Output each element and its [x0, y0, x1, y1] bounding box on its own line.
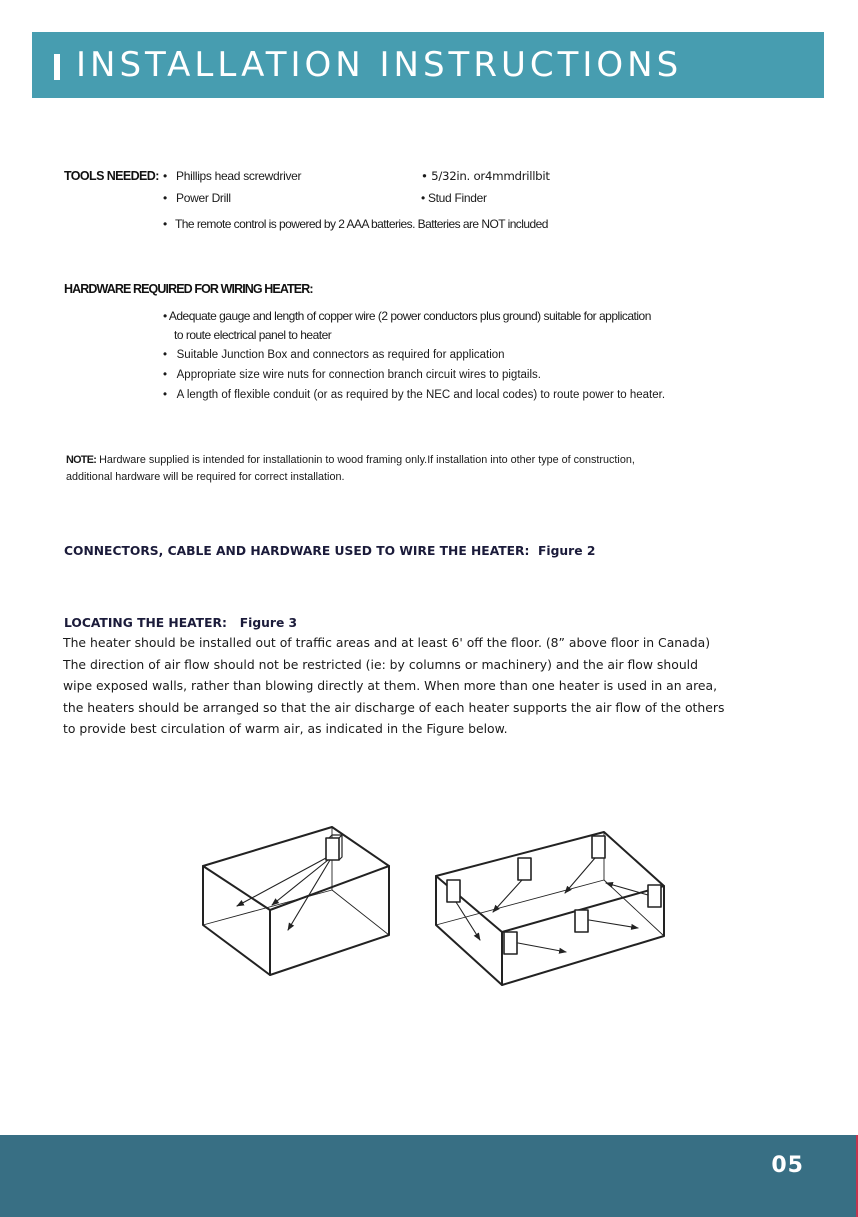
single-heater-room: [203, 827, 389, 975]
heater-icon: [648, 885, 661, 907]
hardware-item: • A length of flexible conduit (or as required by the NEC and local codes) to route power to heater.: [163, 389, 666, 401]
paragraph-line: The direction of air flow should not be restricted (ie: by columns or machinery) and the air flow should: [63, 656, 698, 672]
tool-power-drill: Power Drill: [176, 191, 231, 205]
tools-label: TOOLS NEEDED:: [64, 169, 159, 183]
tool-drill-bit: 5/32in. or4mmdrillbit: [431, 169, 550, 183]
tool-item: • 5/32in. or4mmdrillbit: [421, 169, 550, 183]
hardware-heading: HARDWARE REQUIRED FOR WIRING HEATER:: [64, 282, 313, 296]
heater-icon: [447, 880, 460, 902]
tool-item: • Power Drill: [163, 191, 231, 205]
paragraph-line: wipe exposed walls, rather than blowing directly at them. When more than one heater is used in an area,: [63, 678, 718, 693]
tool-screwdriver: Phillips head screwdriver: [176, 169, 302, 183]
connectors-heading: CONNECTORS, CABLE AND HARDWARE USED TO WIRE THE HEATER: Figure 2: [64, 544, 596, 558]
hardware-item-continued: to route electrical panel to heater: [174, 328, 332, 342]
page-footer: [0, 1135, 856, 1217]
page-title: INSTALLATION INSTRUCTIONS: [76, 45, 683, 85]
hardware-item: • Adequate gauge and length of copper wire (2 power conductors plus ground) suitable for application: [163, 309, 651, 323]
page-header: [32, 32, 824, 98]
locating-paragraph: [63, 632, 724, 740]
heater-placement-figure: [190, 820, 680, 995]
tool-stud-finder: Stud Finder: [427, 191, 487, 205]
battery-note: • The remote control is powered by 2 AAA batteries. Batteries are NOT included: [163, 217, 548, 231]
locating-heading: LOCATING THE HEATER: Figure 3: [64, 616, 298, 630]
paragraph-line: to provide best circulation of warm air, as indicated in the Figure below.: [63, 721, 508, 736]
hardware-item: • Suitable Junction Box and connectors as required for application: [163, 349, 505, 361]
header-accent-bar: [54, 54, 60, 80]
note-label: NOTE:: [66, 454, 97, 466]
multi-heater-room: [436, 832, 664, 985]
heater-icon: [518, 858, 531, 880]
page-number: 05: [771, 1153, 804, 1178]
note-line: additional hardware will be required for correct installation.: [66, 471, 345, 483]
heater-icon: [592, 836, 605, 858]
heater-icon: [326, 838, 339, 860]
paragraph-line: the heaters should be arranged so that the air discharge of each heater supports the air flow of the others: [63, 699, 725, 715]
tool-item: • Phillips head screwdriver: [163, 169, 302, 183]
paragraph-line: The heater should be installed out of traffic areas and at least 6' off the floor. (8” above floor in Canada): [63, 635, 711, 650]
hardware-item: • Appropriate size wire nuts for connection branch circuit wires to pigtails.: [163, 369, 541, 381]
heater-icon: [504, 932, 517, 954]
heater-icon: [575, 910, 588, 932]
tool-item: • Stud Finder: [421, 191, 487, 205]
note-line: NOTE: Hardware supplied is intended for installationin to wood framing only.If installation into other type of construction,: [66, 454, 635, 466]
